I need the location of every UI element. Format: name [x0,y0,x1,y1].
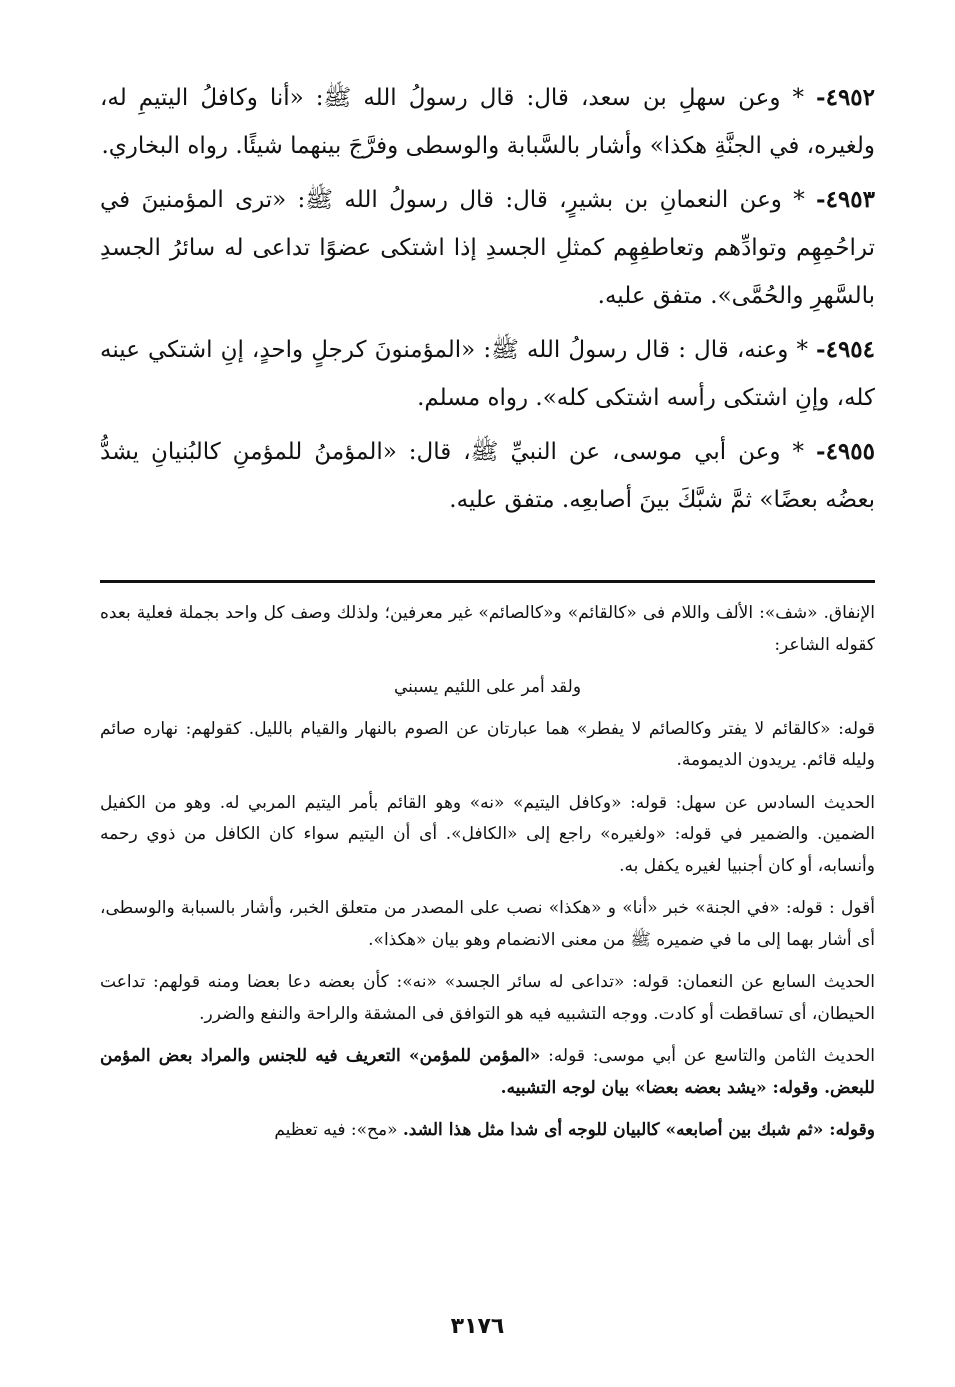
hadith-number: ٤٩٥٣- [816,186,875,213]
hadith-number: ٤٩٥٥- [816,438,875,465]
hadith-text: * وعن النعمانِ بن بشيرٍ، قال: قال رسولُ الله ﷺ: «ترى المؤمنينَ في تراحُمِهِم وتوادِّهم وتعاطفِهِم كمثلِ الجسدِ إذا اشتكى عضوًا تداعى له سائرُ الجسدِ بالسَّهرِ والحُمَّى». متفق عليه. [100,187,875,309]
hadith-text: * وعن أبي موسى، عن النبيِّ ﷺ، قال: «المؤمنُ للمؤمنِ كالبُنيانِ يشدُّ بعضُه بعضًا» ثمَّ شبَّكَ بينَ أصابعِه. متفق عليه. [100,439,875,513]
commentary-paragraph: أقول : قوله: «في الجنة» خبر «أنا» و «هكذا» نصب على المصدر من متعلق الخبر، وأشار بالسبابة والوسطى، أى أشار بهما إلى ما في ضميره ﷺ من معنى الانضمام وهو بيان «هكذا». [100,898,875,950]
page-number: ٣١٧٦ [450,1314,505,1339]
hadith-number: ٤٩٥٢- [816,84,876,111]
commentary-section [100,598,875,1158]
footnote-divider [100,580,875,583]
commentary-paragraph: الحديث السادس عن سهل: قوله: «وكافل اليتيم» «نه» وهو القائم بأمر اليتيم المربي له. وهو من الكفيل الضمين. والضمير في قوله: «ولغيره» راجع إلى «الكافل». أى أن اليتيم سواء كان الكافل من ذوي رحمه وأنسابه، أو كان أجنبيا لغيره يكفل به. [100,792,875,876]
commentary-paragraph: الإنفاق. «شف»: الألف واللام فى «كالقائم» و«كالصائم» غير معرفين؛ ولذلك وصف كل واحد بجملة فعلية بعده كقوله الشاعر: [100,603,875,655]
commentary-text: الحديث الثامن والتاسع عن أبي موسى: قوله: [548,1046,875,1066]
hadith-text: * وعن سهلِ بن سعد، قال: قال رسولُ الله ﷺ: «أنا وكافلُ اليتيمِ له، ولغيره، في الجنَّةِ هكذا» وأشار بالسَّبابة والوسطى وفرَّجَ بينهما شيئًا. رواه البخاري. [100,85,875,159]
hadith-4954 [100,326,875,422]
hadith-4955 [100,428,875,524]
commentary-bold-text: وقوله: «ثم شبك بين أصابعه» كالبيان للوجه أى شدا مثل هذا الشد. [402,1120,875,1140]
commentary-paragraph [100,1041,875,1104]
commentary-paragraph: الحديث السابع عن النعمان: قوله: «تداعى له سائر الجسد» «نه»: كأن بعضه دعا بعضا ومنه قولهم: تداعت الحيطان، أى تساقطت أو كادت. ووجه التشبيه فيه هو التوافق فى المشقة والراحة والنفع والضرر. [100,972,875,1024]
hadith-section [100,74,875,530]
hadith-text: * وعنه، قال : قال رسولُ الله ﷺ: «المؤمنونَ كرجلٍ واحدٍ، إنِ اشتكي عينه كله، وإنِ اشتكى رأسه اشتكى كله». رواه مسلم. [100,337,875,411]
commentary-bold-text: «المؤمن للمؤمن» التعريف فيه للجنس والمراد بعض المؤمن للبعض. وقوله: «يشد بعضه بعضا» بيان لوجه التشبيه. [100,1046,875,1098]
hadith-4953 [100,176,875,320]
commentary-text: «مح»: فيه تعظيم [274,1120,398,1140]
hadith-4952 [100,74,875,170]
hadith-number: ٤٩٥٤- [816,336,876,363]
commentary-paragraph [100,1115,875,1147]
commentary-paragraph: قوله: «كالقائم لا يفتر وكالصائم لا يفطر» هما عبارتان عن الصوم بالنهار والقيام بالليل. كقولهم: نهاره صائم وليله قائم. يريدون الديمومة. [100,718,875,770]
poetry-verse: ولقد أمر على اللئيم يسبني [393,677,582,697]
